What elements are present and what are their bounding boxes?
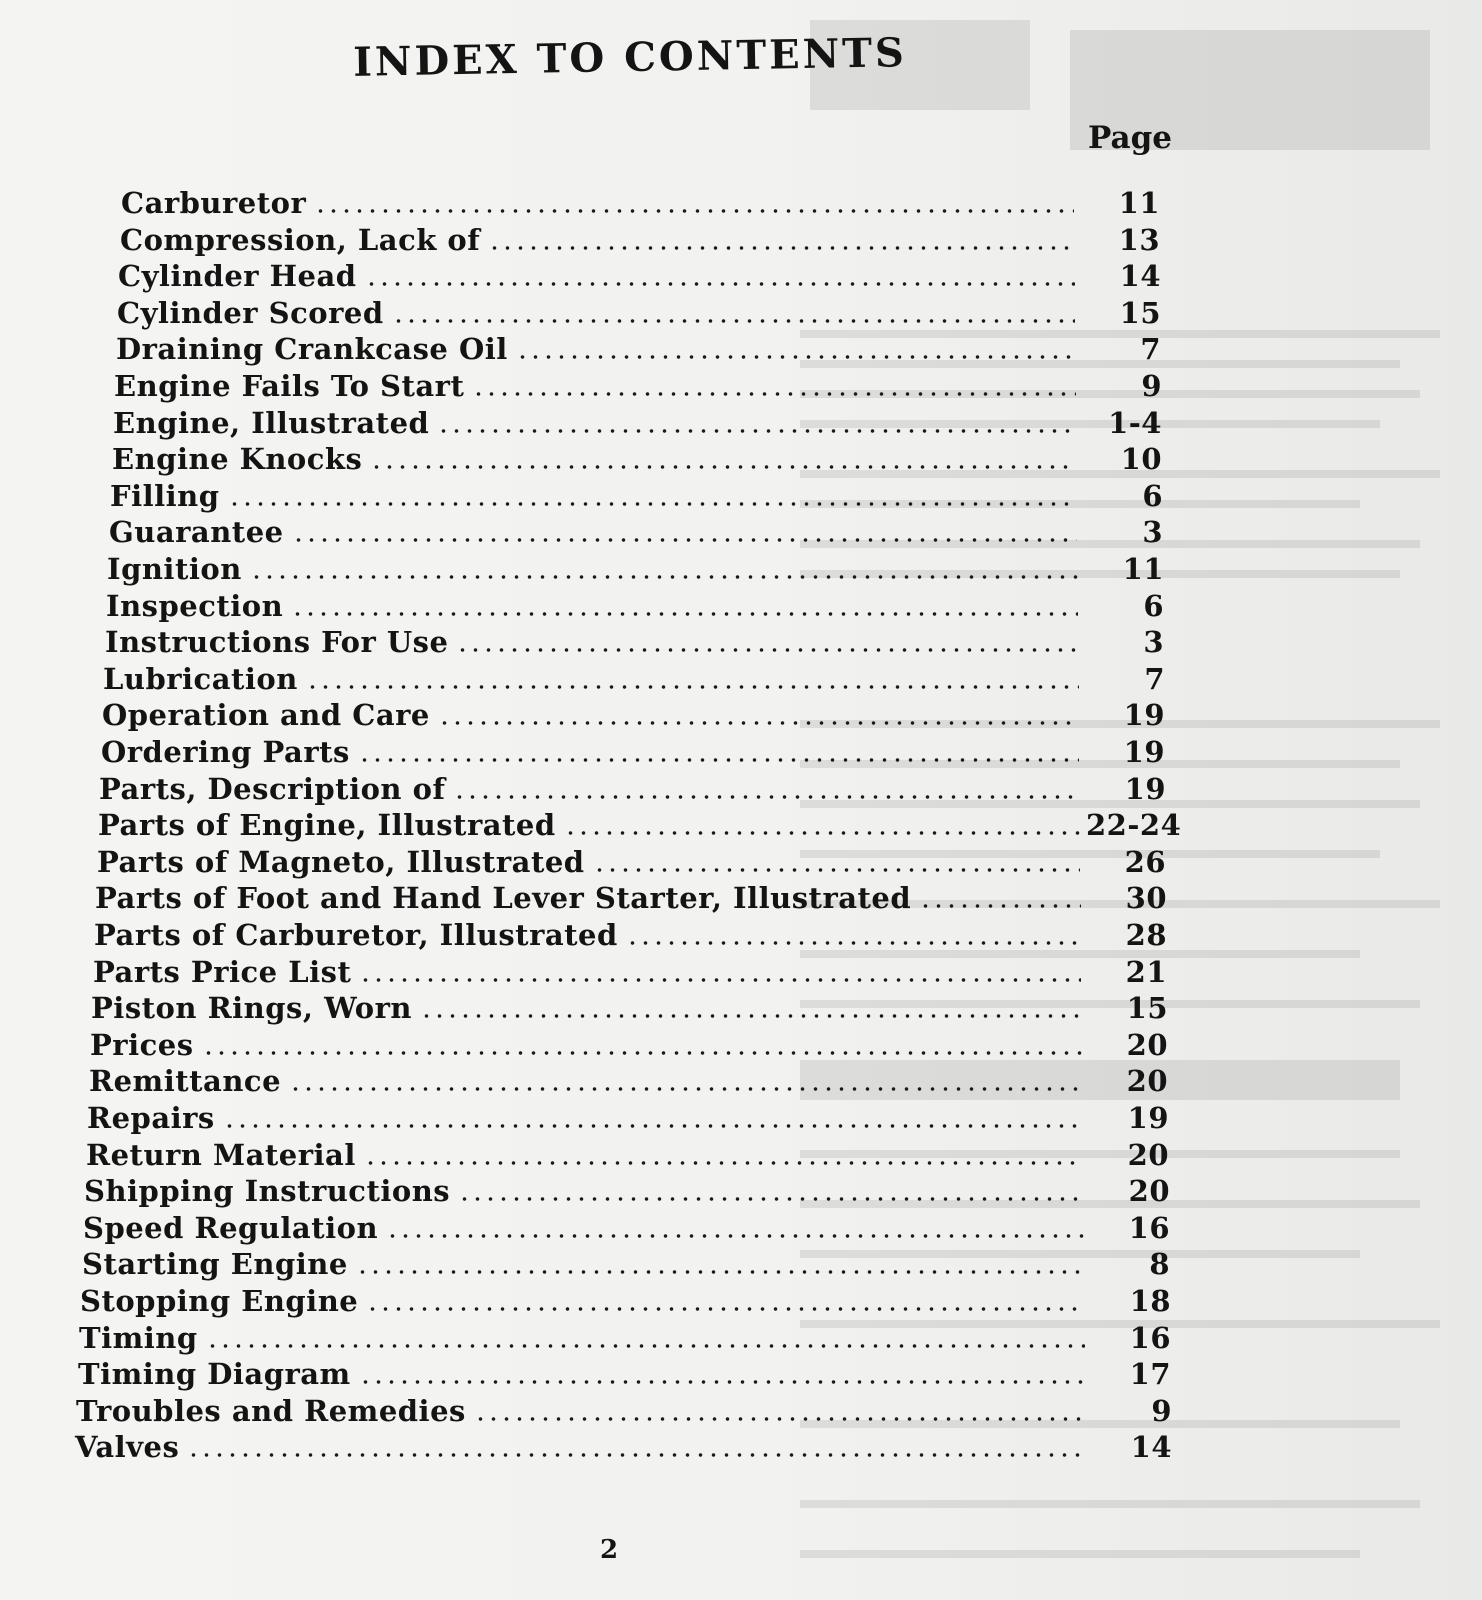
dot-leader [366,1307,1085,1311]
index-entry [99,772,1166,806]
index-entry [110,479,1163,513]
index-entry-label: Ignition [107,552,242,586]
index-entry-page: 10 [1120,442,1162,477]
index-entry [78,1357,1171,1391]
dot-leader [314,209,1074,213]
index-entry-label: Parts of Foot and Hand Lever Starter, Illustrated [95,881,912,916]
index-entry-page: 28 [1125,918,1167,952]
page-title: INDEX TO CONTENTS [352,29,908,86]
dot-leader [456,648,1078,652]
index-entry-label: Speed Regulation [83,1210,379,1245]
index-entry-label: Instructions For Use [105,625,449,660]
index-entry-label: Operation and Care [102,698,430,733]
dot-leader [386,1234,1084,1238]
index-entry [112,442,1162,476]
index-entry-label: Cylinder Head [118,259,357,294]
index-entry-page: 18 [1129,1284,1171,1318]
index-entry-page: 1-4 [1108,405,1162,440]
dot-leader [292,538,1077,542]
index-entry-page: 11 [1122,552,1164,586]
index-entry [105,625,1164,659]
index-entry-page: 16 [1129,1320,1171,1355]
dot-leader [919,904,1081,908]
dot-leader [358,758,1079,762]
index-entry [76,1394,1172,1428]
index-entry [118,259,1161,293]
index-entry-label: Prices [90,1027,194,1062]
index-entry-page: 7 [1144,661,1165,696]
dot-leader [359,978,1081,982]
dot-leader [206,1344,1085,1348]
index-entry-label: Filling [110,478,220,513]
index-entry-label: Parts of Carburetor, Illustrated [94,918,618,952]
dot-leader [370,465,1076,469]
index-entry-label: Carburetor [121,186,307,220]
index-entry-page: 16 [1128,1210,1170,1245]
index-entry-page: 30 [1125,881,1167,916]
dot-leader [593,868,1080,872]
index-entry-label: Ordering Parts [101,735,350,769]
index-entry-label: Parts of Engine, Illustrated [98,808,556,843]
index-entry [89,1064,1168,1098]
index-entry-page: 20 [1126,1027,1168,1062]
index-entry-label: Lubrication [103,661,298,696]
dot-leader [223,1124,1083,1128]
index-entry-page: 21 [1125,954,1167,989]
dot-leader [289,1087,1082,1091]
index-entry-label: Parts Price List [93,954,352,989]
index-entry-page: 22-24 [1086,808,1182,843]
index-entry [120,223,1160,257]
index-entry [95,881,1167,915]
index-entry-label: Remittance [89,1064,282,1099]
index-entry-label: Valves [75,1430,180,1465]
dot-leader [626,941,1081,945]
index-entry [87,1101,1169,1135]
index-entry-label: Draining Crankcase Oil [116,332,508,367]
index-entry [75,1430,1172,1464]
dot-leader [306,685,1079,689]
dot-leader [187,1453,1086,1457]
index-entry [79,1321,1171,1355]
index-entry-page: 19 [1123,698,1165,733]
dot-leader [365,282,1075,286]
index-entry-label: Timing [79,1320,198,1355]
dot-leader [438,721,1079,725]
index-entry-page: 6 [1142,478,1163,513]
index-entry [80,1284,1171,1318]
index-entry [86,1138,1169,1172]
index-entry [117,296,1161,330]
dot-leader [364,1161,1083,1165]
index-entry-label: Guarantee [109,515,284,550]
index-entry [84,1174,1170,1208]
dot-leader [437,429,1076,433]
index-entry-label: Stopping Engine [80,1284,359,1318]
index-entry-page: 11 [1118,186,1160,220]
index-entry-label: Troubles and Remedies [76,1393,466,1428]
index-entry-label: Engine Knocks [112,442,363,477]
index-entry-page: 15 [1119,295,1161,330]
index-entry-label: Parts, Description of [99,771,446,806]
index-entry [83,1211,1170,1245]
index-entry [93,955,1167,989]
index-entry [109,515,1163,549]
index-entry-label: Cylinder Scored [117,295,384,330]
index-entry-page: 19 [1124,771,1166,806]
index-entry-page: 13 [1118,222,1160,257]
index-entry [82,1247,1170,1281]
dot-leader [453,795,1080,799]
index-entry [98,808,1182,843]
index-entry [106,589,1164,623]
index-entry-page: 17 [1129,1357,1171,1392]
dot-leader [458,1197,1084,1201]
index-entry-page: 26 [1124,844,1166,879]
page-number: 2 [600,1535,619,1565]
index-entry [116,332,1161,366]
index-entry-page: 9 [1141,369,1162,403]
index-entry-label: Starting Engine [82,1247,348,1282]
dot-leader [356,1270,1084,1274]
dot-leader [516,355,1075,359]
index-entry-page: 14 [1130,1430,1172,1465]
index-entry-page: 6 [1143,588,1164,623]
index-entry [101,735,1165,769]
index-entry-label: Compression, Lack of [120,222,481,257]
index-entry-page: 20 [1126,1064,1168,1099]
index-entry-label: Shipping Instructions [84,1174,451,1209]
dot-leader [250,575,1078,579]
index-entry [121,186,1160,220]
index-entry-page: 19 [1127,1101,1169,1135]
index-entry-page: 20 [1127,1137,1169,1172]
index-entry-label: Inspection [106,588,284,623]
index-entry [97,845,1166,879]
index-entry [103,662,1165,696]
index-entry-label: Repairs [87,1101,215,1135]
index-entry [90,1028,1168,1062]
index-entry-page: 3 [1143,625,1164,660]
page-column-header: Page [1088,120,1172,156]
index-entry-label: Parts of Magneto, Illustrated [97,844,585,879]
index-entry [114,369,1162,403]
index-entry-page: 9 [1151,1393,1172,1428]
dot-leader [359,1380,1085,1384]
index-entry-page: 19 [1123,735,1165,769]
dot-leader [420,1014,1082,1018]
index-entry [91,991,1168,1025]
index-entry [113,406,1162,440]
dot-leader [474,1417,1086,1421]
index-entry-page: 7 [1140,332,1161,367]
index-entry-page: 15 [1126,991,1168,1026]
dot-leader [228,502,1077,506]
dot-leader [291,612,1078,616]
index-entry-page: 14 [1119,259,1161,294]
index-entry-page: 20 [1128,1174,1170,1209]
dot-leader [472,392,1076,396]
index-entry-page: 8 [1149,1247,1170,1282]
index-entry-label: Timing Diagram [78,1357,351,1392]
index-entry-label: Engine Fails To Start [114,369,465,403]
index-entry [107,552,1164,586]
index-entry-page: 3 [1142,515,1163,550]
dot-leader [564,831,1080,835]
index-entry-label: Engine, Illustrated [113,405,430,440]
dot-leader [488,246,1074,250]
index-entry [102,698,1165,732]
index-entry-label: Piston Rings, Worn [91,991,412,1026]
dot-leader [202,1051,1082,1055]
dot-leader [392,319,1075,323]
index-entry [94,918,1167,952]
index-entry-label: Return Material [86,1137,356,1172]
